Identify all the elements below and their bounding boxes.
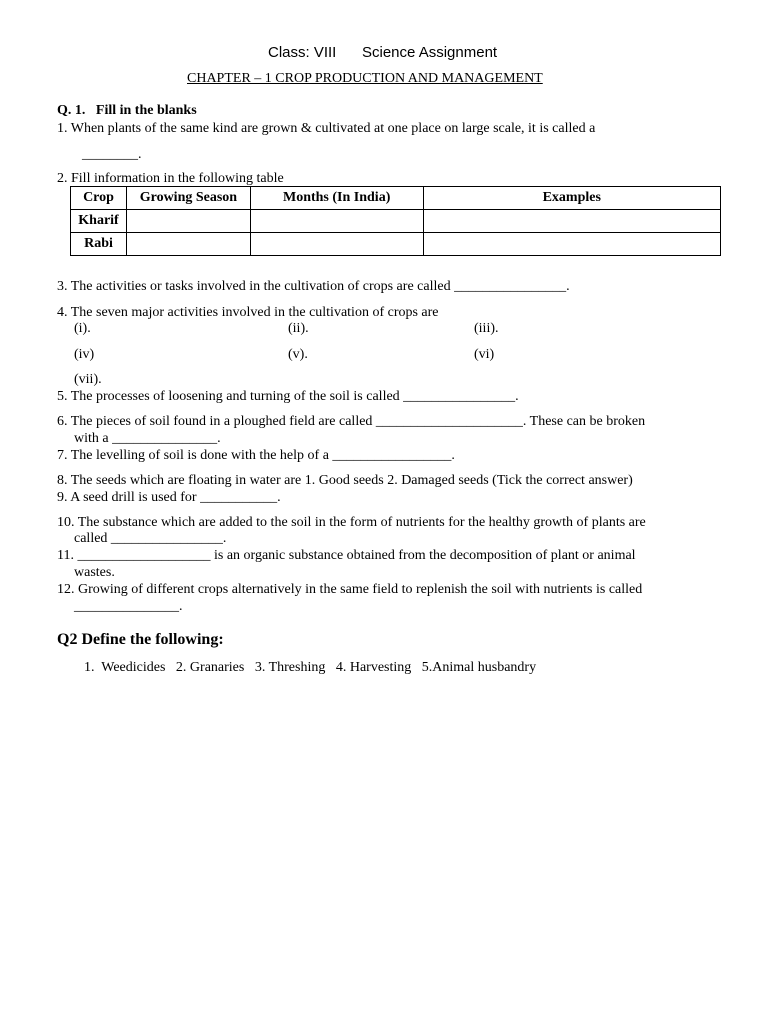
table-cell[interactable] xyxy=(423,233,720,256)
crop-table xyxy=(70,186,721,256)
q1-number: Q. 1. xyxy=(57,103,86,118)
subject-label: Science Assignment xyxy=(362,44,498,61)
activity-3: (iii). xyxy=(474,321,499,336)
table-row-rabi: Rabi xyxy=(71,233,127,256)
item-2: 2. Fill information in the following table xyxy=(57,171,284,186)
table-header-months: Months (In India) xyxy=(250,187,423,210)
table-cell[interactable] xyxy=(250,233,423,256)
activity-4: (iv) xyxy=(74,347,95,362)
item-8: 8. The seeds which are floating in water are 1. Good seeds 2. Damaged seeds (Tick the correct answer) xyxy=(57,473,633,488)
item-10-line2: called ________________. xyxy=(74,531,227,546)
q1-heading xyxy=(57,102,197,119)
chapter-title: CHAPTER – 1 CROP PRODUCTION AND MANAGEMENT xyxy=(187,71,543,86)
item-1-line1: 1. When plants of the same kind are grown & cultivated at one place on large scale, it is called a xyxy=(57,121,596,136)
table-cell[interactable] xyxy=(126,233,250,256)
item-6-line1: 6. The pieces of soil found in a ploughed field are called _____________________. These can be broken xyxy=(57,414,646,429)
table-cell[interactable] xyxy=(126,210,250,233)
item-12-line2: _______________. xyxy=(74,599,183,614)
q2-heading: Q2 Define the following: xyxy=(57,631,224,648)
table-header-examples: Examples xyxy=(423,187,720,210)
item-5: 5. The processes of loosening and turning of the soil is called ________________. xyxy=(57,389,519,404)
table-header-crop: Crop xyxy=(71,187,127,210)
q2-items: 1. Weedicides 2. Granaries 3. Threshing 4. Harvesting 5.Animal husbandry xyxy=(84,660,537,675)
table-header-season: Growing Season xyxy=(126,187,250,210)
item-10-line1: 10. The substance which are added to the soil in the form of nutrients for the healthy growth of plants are xyxy=(57,515,646,530)
item-6-line2: with a _______________. xyxy=(74,431,221,446)
item-11-line1: 11. ___________________ is an organic substance obtained from the decomposition of plant or animal xyxy=(57,548,636,563)
activity-2: (ii). xyxy=(288,321,309,336)
item-1-line2: ________. xyxy=(82,147,142,162)
activity-6: (vi) xyxy=(474,347,495,362)
table-cell[interactable] xyxy=(423,210,720,233)
activity-5: (v). xyxy=(288,347,308,362)
activity-1: (i). xyxy=(74,321,91,336)
item-3: 3. The activities or tasks involved in the cultivation of crops are called ________________. xyxy=(57,279,570,294)
table-header-row xyxy=(71,187,721,210)
table-row-kharif: Kharif xyxy=(71,210,127,233)
item-11-line2: wastes. xyxy=(74,565,115,580)
table-cell[interactable] xyxy=(250,210,423,233)
table-row xyxy=(71,210,721,233)
activity-7: (vii). xyxy=(74,372,102,387)
item-9: 9. A seed drill is used for ___________. xyxy=(57,490,281,505)
item-12-line1: 12. Growing of different crops alternatively in the same field to replenish the soil with nutrients is called xyxy=(57,582,643,597)
item-7: 7. The levelling of soil is done with the help of a _________________. xyxy=(57,448,455,463)
item-4: 4. The seven major activities involved in the cultivation of crops are xyxy=(57,305,439,320)
class-label: Class: VIII xyxy=(268,44,337,61)
table-row xyxy=(71,233,721,256)
q1-title: Fill in the blanks xyxy=(95,103,197,118)
